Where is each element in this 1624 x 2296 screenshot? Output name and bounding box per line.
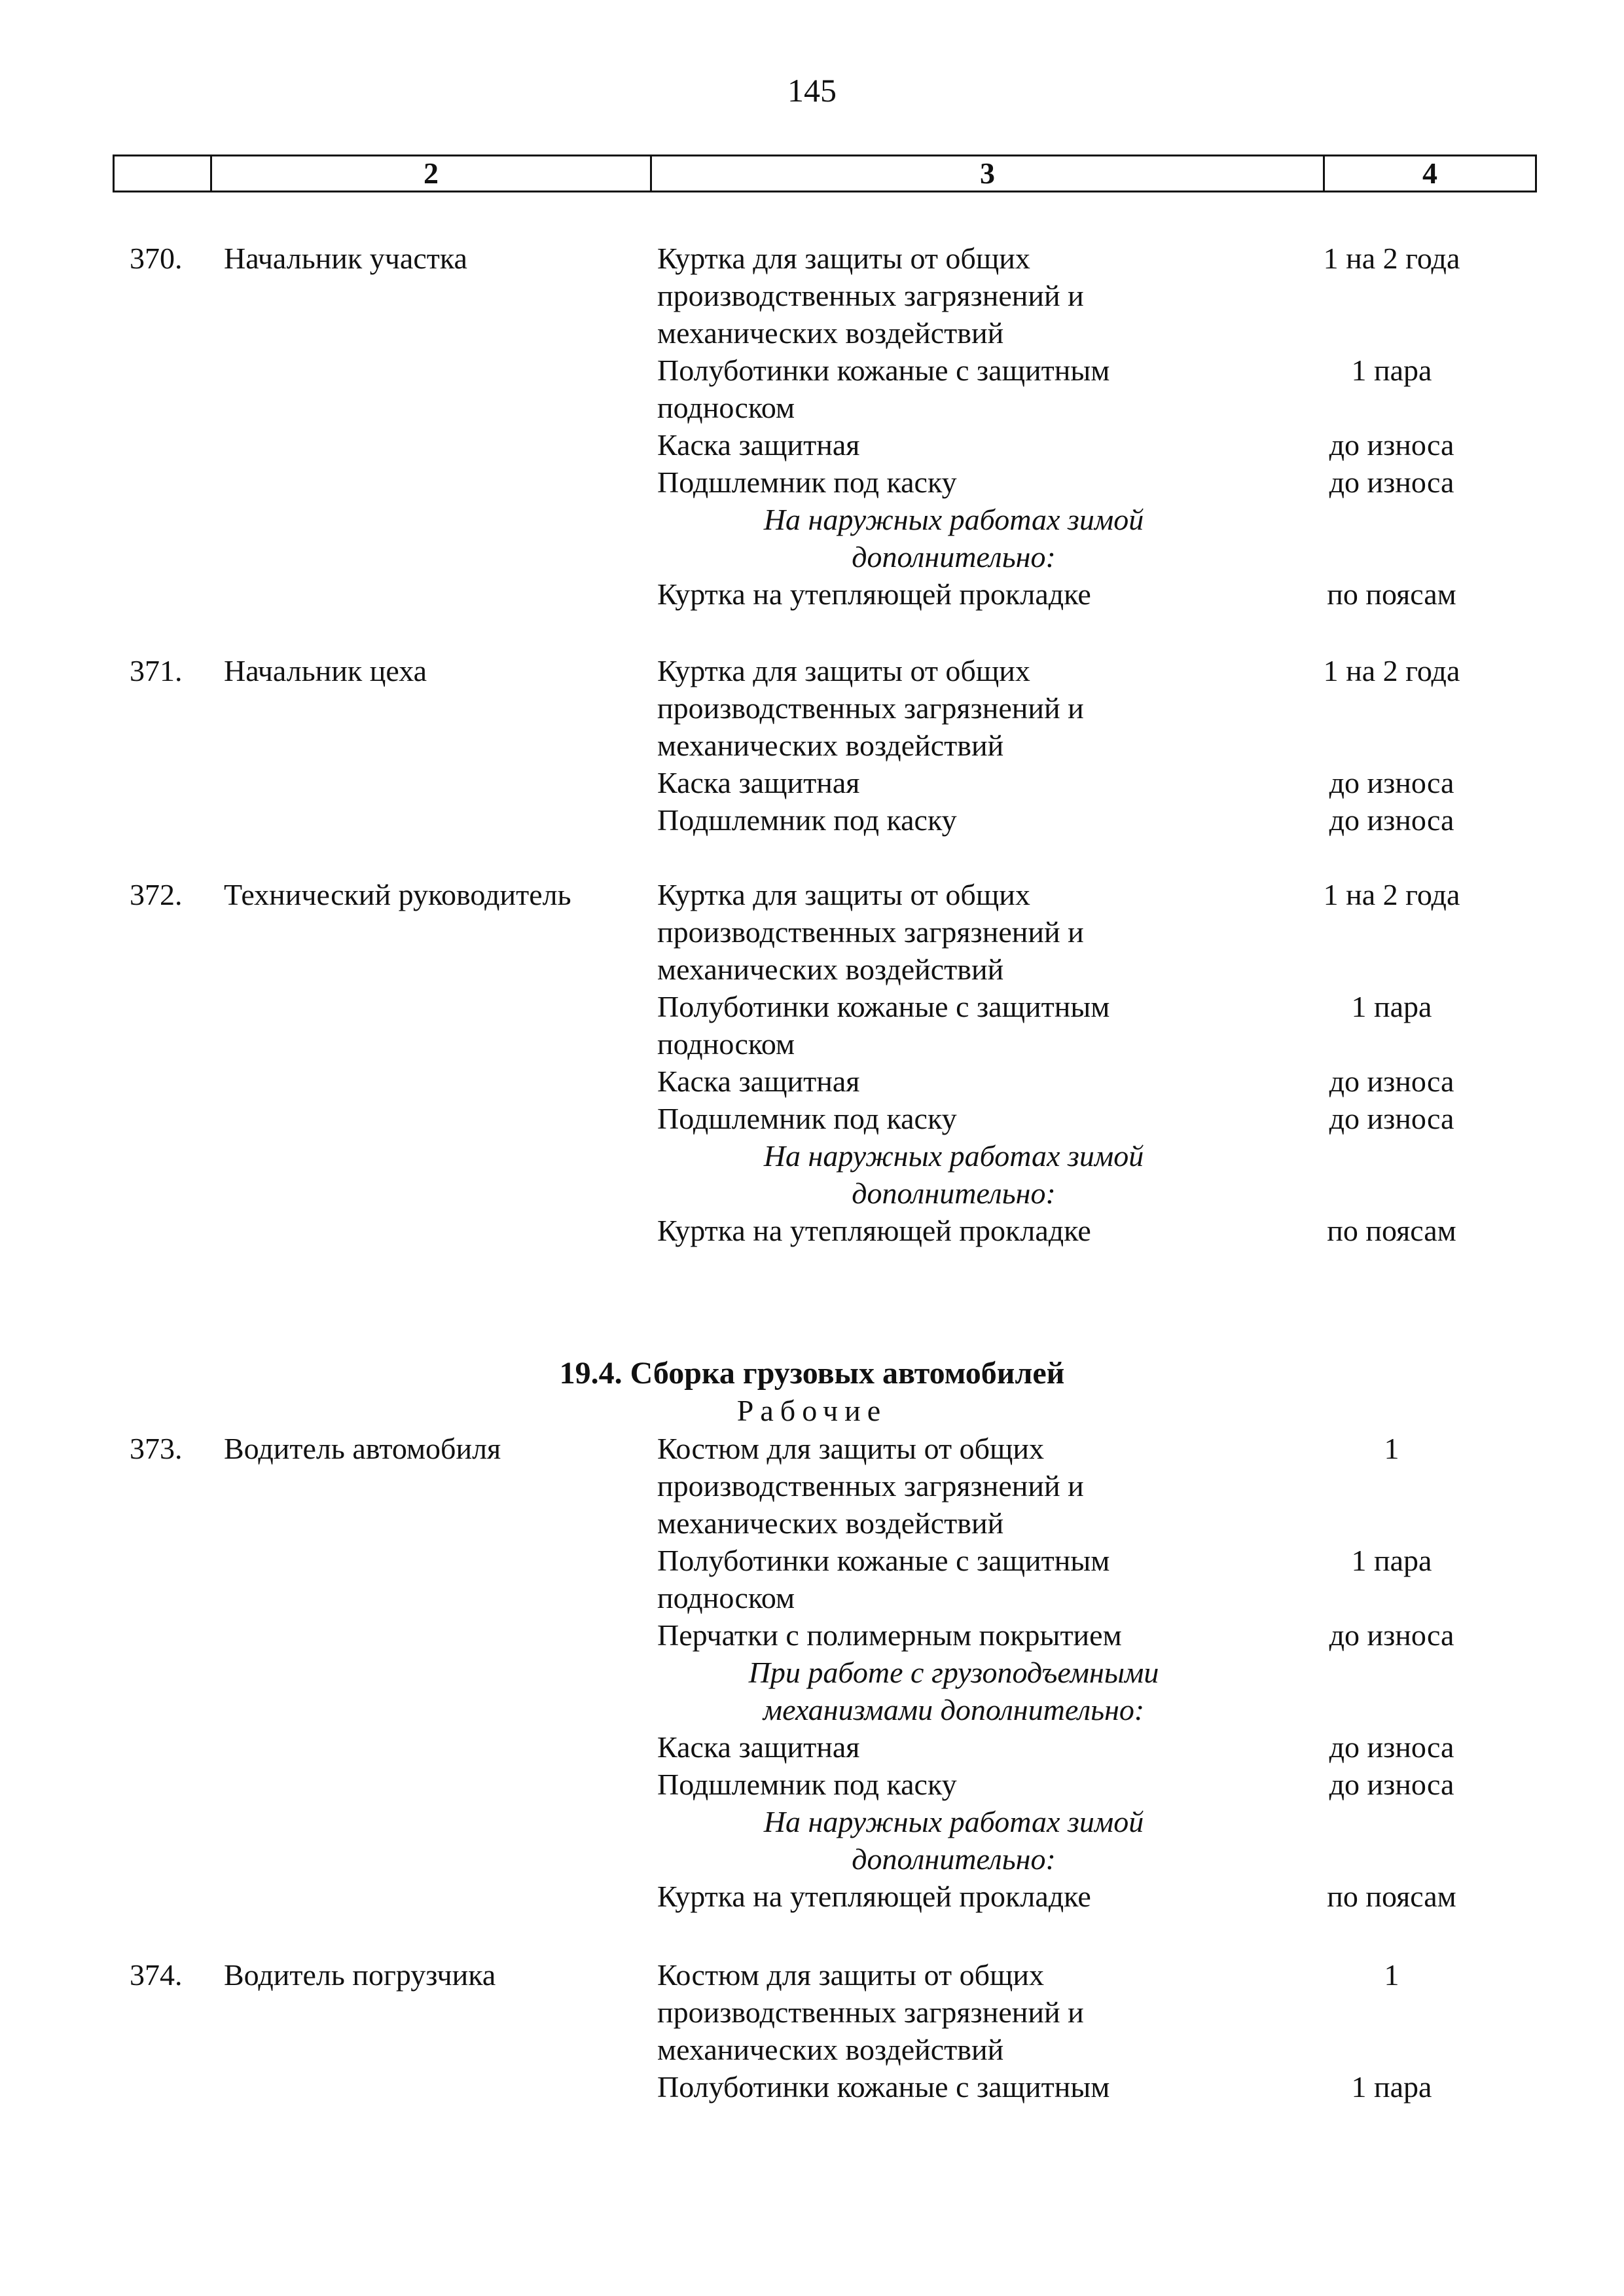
column-header-2: 2: [210, 156, 650, 191]
protective-item-row: [657, 426, 1541, 464]
column-header-4: 4: [1323, 156, 1535, 191]
protective-item-row: [657, 1956, 1541, 2068]
protective-item-row: [657, 352, 1541, 426]
entry-number: 371.: [130, 654, 183, 687]
protective-item-row: [657, 1616, 1541, 1654]
item-name: Каска защитная: [657, 766, 860, 799]
item-name: Полуботинки кожаные с защитным подноском: [657, 1544, 1110, 1614]
section-subtitle: Рабочие: [736, 1394, 888, 1427]
item-name: Костюм для защиты от общих производственных загрязнений и механических воздействий: [657, 1432, 1084, 1540]
item-name: Каска защитная: [657, 428, 860, 462]
item-norm: до износа: [1329, 1730, 1454, 1764]
item-name: Подшлемник под каску: [657, 465, 957, 499]
item-name: Подшлемник под каску: [657, 1102, 957, 1135]
protective-item-row: [657, 1878, 1541, 1915]
item-name: Подшлемник под каску: [657, 803, 957, 837]
protective-item-row: [657, 575, 1541, 613]
item-norm: по поясам: [1327, 1880, 1456, 1913]
item-norm: 1 пара: [1351, 2070, 1432, 2104]
item-name: Куртка для защиты от общих производственных загрязнений и механических воздействий: [657, 242, 1084, 350]
item-norm: 1: [1384, 1432, 1399, 1465]
protective-item-row: [657, 2068, 1541, 2105]
item-norm: до износа: [1329, 465, 1454, 499]
item-name: Каска защитная: [657, 1730, 860, 1764]
item-name: Куртка на утепляющей прокладке: [657, 1214, 1091, 1247]
column-header-row: [113, 155, 1537, 192]
item-norm: 1 на 2 года: [1323, 654, 1460, 687]
item-name: Куртка на утепляющей прокладке: [657, 577, 1091, 611]
item-name: Подшлемник под каску: [657, 1768, 957, 1801]
item-norm: 1 на 2 года: [1323, 242, 1460, 275]
item-norm: до износа: [1329, 1102, 1454, 1135]
protective-items-list: [657, 1956, 1541, 2105]
item-norm: 1: [1384, 1958, 1399, 1992]
item-norm: до износа: [1329, 766, 1454, 799]
entry-number: 373.: [130, 1432, 183, 1465]
condition-note: При работе с грузоподъемными механизмами дополнительно:: [748, 1656, 1159, 1726]
protective-item-row: [657, 876, 1541, 988]
protective-item-row: [657, 1063, 1541, 1100]
profession-name: Начальник участка: [224, 242, 467, 275]
item-name: Полуботинки кожаные с защитным: [657, 2070, 1110, 2104]
protective-item-row: [657, 464, 1541, 501]
item-norm: до износа: [1329, 1618, 1454, 1652]
entry-number: 374.: [130, 1958, 183, 1992]
item-name: Куртка для защиты от общих производственных загрязнений и механических воздействий: [657, 878, 1084, 986]
item-norm: 1 пара: [1351, 990, 1432, 1023]
profession-name: Водитель погрузчика: [224, 1958, 496, 1992]
item-norm: до износа: [1329, 1065, 1454, 1098]
protective-items-list: [657, 876, 1541, 1249]
item-name: Костюм для защиты от общих производственных загрязнений и механических воздействий: [657, 1958, 1084, 2066]
protective-item-row: [657, 652, 1541, 764]
item-norm: 1 пара: [1351, 1544, 1432, 1577]
protective-item-row: [657, 1728, 1541, 1766]
item-name: Полуботинки кожаные с защитным подноском: [657, 354, 1110, 424]
protective-item-row: [657, 1542, 1541, 1616]
protective-item-row: [657, 764, 1541, 801]
item-name: Куртка для защиты от общих производственных загрязнений и механических воздействий: [657, 654, 1084, 762]
profession-name: Технический руководитель: [224, 878, 571, 911]
condition-note: На наружных работах зимой дополнительно:: [763, 1139, 1144, 1210]
protective-items-list: [657, 652, 1541, 839]
item-name: Каска защитная: [657, 1065, 860, 1098]
item-norm: до износа: [1329, 428, 1454, 462]
item-name: Куртка на утепляющей прокладке: [657, 1880, 1091, 1913]
section-title: 19.4. Сборка грузовых автомобилей: [559, 1356, 1065, 1391]
condition-note: На наружных работах зимой дополнительно:: [763, 503, 1144, 574]
protective-item-row: [657, 1430, 1541, 1542]
protective-item-row: [657, 1100, 1541, 1137]
entry-number: 370.: [130, 242, 183, 275]
entry-number: 372.: [130, 878, 183, 911]
protective-item-row: [657, 1766, 1541, 1803]
item-norm: до износа: [1329, 803, 1454, 837]
protective-item-row: [657, 1212, 1541, 1249]
protective-item-row: [657, 801, 1541, 839]
profession-name: Начальник цеха: [224, 654, 427, 687]
item-norm: до износа: [1329, 1768, 1454, 1801]
item-norm: по поясам: [1327, 1214, 1456, 1247]
protective-items-list: [657, 240, 1541, 613]
protective-item-row: [657, 240, 1541, 352]
item-norm: 1 пара: [1351, 354, 1432, 387]
profession-name: Водитель автомобиля: [224, 1432, 501, 1465]
protective-item-row: [657, 988, 1541, 1063]
page-number: 145: [787, 72, 837, 109]
item-norm: 1 на 2 года: [1323, 878, 1460, 911]
condition-note: На наружных работах зимой дополнительно:: [763, 1805, 1144, 1876]
item-name: Полуботинки кожаные с защитным подноском: [657, 990, 1110, 1061]
item-norm: по поясам: [1327, 577, 1456, 611]
protective-items-list: [657, 1430, 1541, 1915]
column-header-3: 3: [650, 156, 1323, 191]
item-name: Перчатки с полимерным покрытием: [657, 1618, 1122, 1652]
column-header-1: [115, 156, 210, 191]
